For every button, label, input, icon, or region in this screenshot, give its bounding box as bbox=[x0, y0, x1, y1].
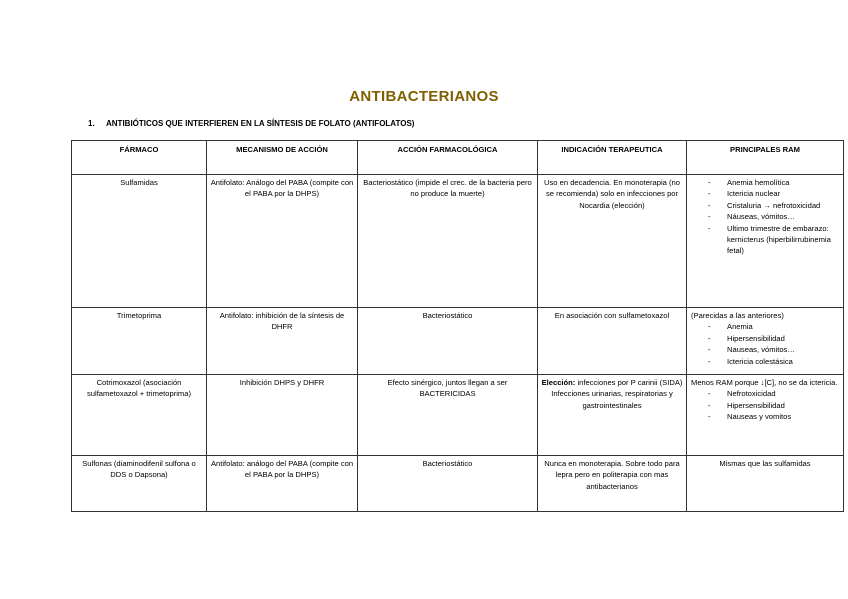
list-item: - Ictericia nuclear bbox=[691, 188, 840, 199]
cell-mecanismo: Antifolato: inhibición de la síntesis de DHFR bbox=[207, 308, 358, 375]
cell-ram bbox=[687, 308, 844, 375]
section-heading-text: ANTIBIÓTICOS QUE INTERFIEREN EN LA SÍNTESIS DE FOLATO (ANTIFOLATOS) bbox=[106, 119, 415, 128]
ram-intro: Menos RAM porque ↓[C], no se da ictericia. bbox=[691, 378, 838, 387]
table-row bbox=[72, 456, 844, 512]
antifolate-table bbox=[71, 140, 844, 512]
list-item: - Nauseas y vomitos bbox=[691, 411, 840, 422]
cell-ram: Mismas que las sulfamidas bbox=[687, 456, 844, 512]
list-item: - Hipersensibilidad bbox=[691, 333, 840, 344]
cell-accion: Bacteriostático bbox=[358, 308, 538, 375]
list-item: - Ultimo trimestre de embarazo: kernicterus (hiperbilirrubinemia fetal) bbox=[691, 223, 840, 257]
cell-indicacion: Uso en decadencia. En monoterapia (no se recomienda) solo en infecciones por Nocardia (elección) bbox=[538, 175, 687, 308]
cell-accion: Efecto sinérgico, juntos llegan a ser BACTERICIDAS bbox=[358, 375, 538, 456]
section-heading bbox=[88, 119, 414, 128]
list-item: - Anemia hemolítica bbox=[691, 177, 840, 188]
list-item: - Cristaluria → nefrotoxicidad bbox=[691, 200, 840, 211]
column-header-indicacion: INDICACIÓN TERAPEUTICA bbox=[538, 141, 687, 175]
list-item: - Náuseas, vómitos… bbox=[691, 211, 840, 222]
cell-farmaco: Trimetoprima bbox=[72, 308, 207, 375]
cell-farmaco: Cotrimoxazol (asociación sulfametoxazol + trimetoprima) bbox=[72, 375, 207, 456]
table-row bbox=[72, 308, 844, 375]
cell-ram bbox=[687, 375, 844, 456]
cell-farmaco: Sulfonas (diaminodifenil sulfona o DDS o Dapsona) bbox=[72, 456, 207, 512]
page-title: ANTIBACTERIANOS bbox=[349, 88, 499, 105]
cell-mecanismo: Inhibición DHPS y DHFR bbox=[207, 375, 358, 456]
ram-intro: (Parecidas a las anteriores) bbox=[691, 311, 784, 320]
cell-accion: Bacteriostático bbox=[358, 456, 538, 512]
table-row bbox=[72, 175, 844, 308]
cell-indicacion: Nunca en monoterapia. Sobre todo para lepra pero en politerapia con mas antibacterianos bbox=[538, 456, 687, 512]
cell-indicacion: En asociación con sulfametoxazol bbox=[538, 308, 687, 375]
cell-accion: Bacteriostático (impide el crec. de la bacteria pero no produce la muerte) bbox=[358, 175, 538, 308]
indicacion-text: infecciones por P carinii (SIDA) Infecciones urinarias, respiratorias y gastrointestinales bbox=[551, 378, 683, 410]
ram-list bbox=[691, 321, 840, 367]
section-number: 1. bbox=[88, 119, 95, 128]
cell-mecanismo: Antifolato: análogo del PABA (compite con el PABA por la DHPS) bbox=[207, 456, 358, 512]
list-item: - Anemia bbox=[691, 321, 840, 332]
column-header-farmaco: FÁRMACO bbox=[72, 141, 207, 175]
cell-indicacion bbox=[538, 375, 687, 456]
column-header-mecanismo: MECANISMO DE ACCIÓN bbox=[207, 141, 358, 175]
ram-list bbox=[691, 177, 840, 257]
list-item: - Nauseas, vómitos… bbox=[691, 344, 840, 355]
cell-farmaco: Sulfamidas bbox=[72, 175, 207, 308]
indicacion-bold-label: Elección: bbox=[541, 378, 576, 387]
table-header-row bbox=[72, 141, 844, 175]
list-item: - Nefrotoxicidad bbox=[691, 388, 840, 399]
column-header-ram: PRINCIPALES RAM bbox=[687, 141, 844, 175]
list-item: - Ictericia colestásica bbox=[691, 356, 840, 367]
cell-mecanismo: Antifolato: Análogo del PABA (compite con el PABA por la DHPS) bbox=[207, 175, 358, 308]
list-item: - Hipersensibilidad bbox=[691, 400, 840, 411]
cell-ram bbox=[687, 175, 844, 308]
ram-list bbox=[691, 388, 840, 422]
column-header-accion: ACCIÓN FARMACOLÓGICA bbox=[358, 141, 538, 175]
table-row bbox=[72, 375, 844, 456]
